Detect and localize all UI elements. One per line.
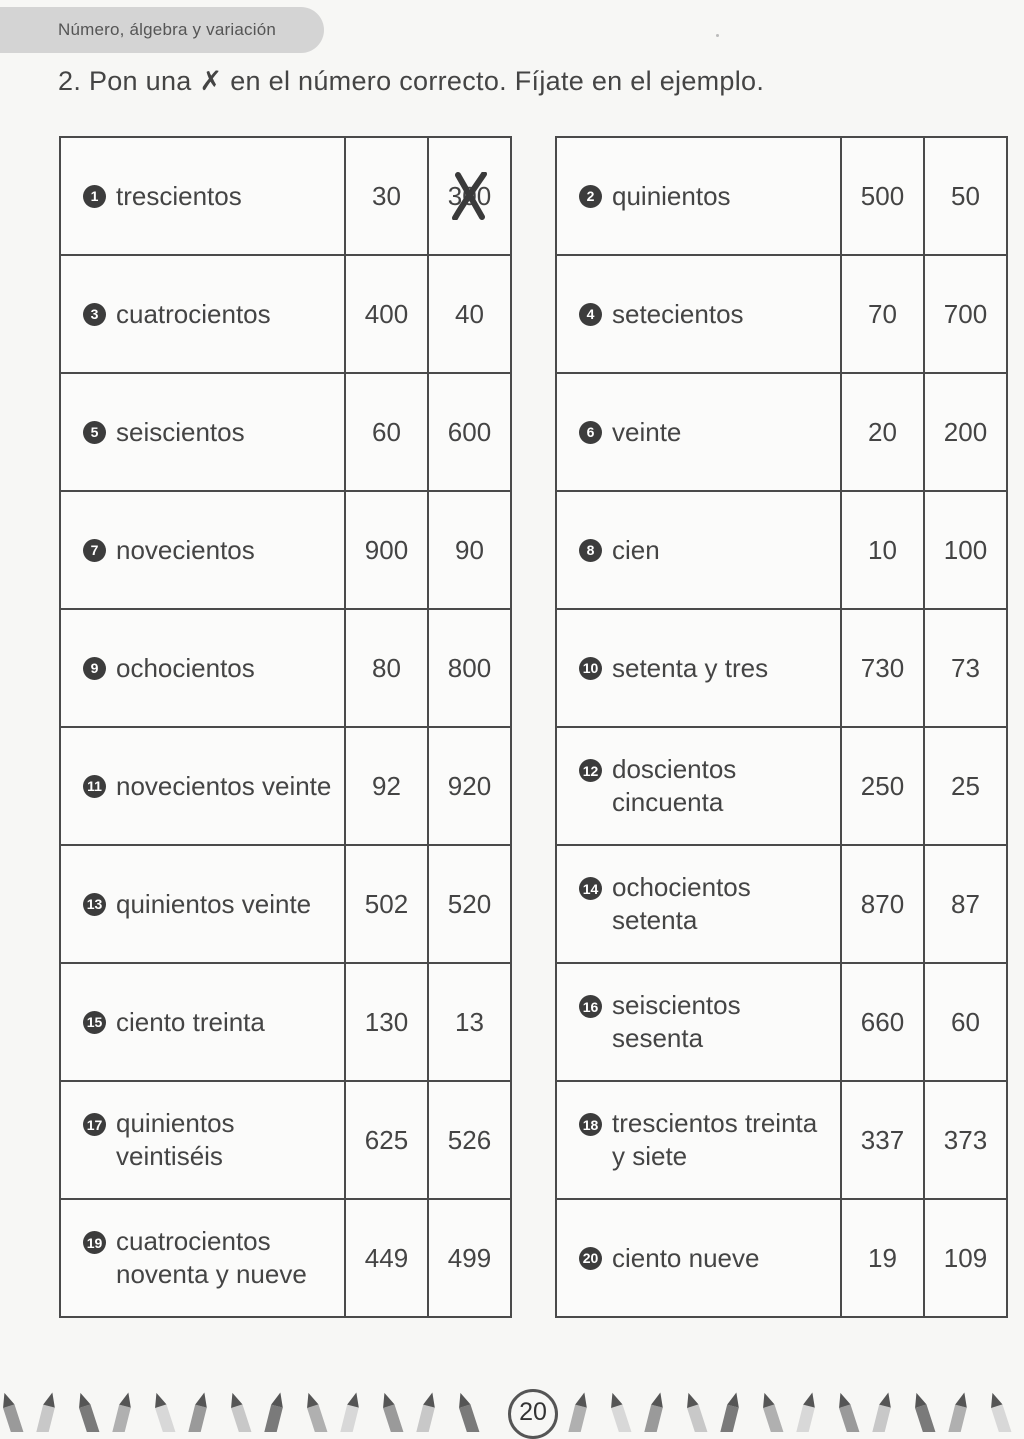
- number-option-cell[interactable]: [428, 373, 511, 491]
- pencil-icon: [835, 1391, 860, 1432]
- number-option-value: 502: [364, 888, 409, 919]
- number-option-value: 400: [364, 298, 409, 329]
- number-word-text: trescientos treinta y siete: [612, 1108, 818, 1171]
- number-option-cell[interactable]: [924, 609, 1007, 727]
- number-option-value: 250: [860, 770, 905, 801]
- number-word-label: [83, 1006, 344, 1039]
- number-word-text: setecientos: [612, 298, 744, 329]
- exercise-row: [60, 491, 511, 609]
- exercise-row: [60, 845, 511, 963]
- pencil-icon: [455, 1391, 480, 1432]
- number-option-value: 870: [860, 888, 905, 919]
- exercise-row: [556, 845, 1007, 963]
- number-word-label: [83, 1107, 344, 1173]
- number-option-cell[interactable]: [924, 845, 1007, 963]
- number-option-value: 373: [943, 1124, 988, 1155]
- number-option-cell[interactable]: [345, 963, 428, 1081]
- pencil-icon: [112, 1391, 134, 1432]
- item-number-badge: 7: [83, 539, 106, 562]
- number-word-label: [83, 180, 344, 213]
- item-number-badge: 16: [579, 995, 602, 1018]
- instruction-text-start: Pon una: [88, 66, 192, 96]
- exercise-row: [60, 137, 511, 255]
- number-option-value: 13: [455, 1006, 484, 1037]
- number-word-cell: [60, 609, 345, 727]
- number-word-text: ochocientos: [116, 652, 255, 683]
- number-option-cell[interactable]: [841, 373, 924, 491]
- exercise-instruction: [58, 66, 764, 97]
- number-option-value: 92: [372, 770, 401, 801]
- number-option-cell[interactable]: [841, 1199, 924, 1317]
- paper-speck: [716, 34, 719, 37]
- exercise-row: [60, 1081, 511, 1199]
- number-option-cell[interactable]: [345, 255, 428, 373]
- number-option-cell[interactable]: [428, 137, 511, 255]
- exercise-table-left: [59, 136, 512, 1318]
- number-option-value: 70: [868, 298, 897, 329]
- number-option-cell[interactable]: [924, 137, 1007, 255]
- number-option-value: 87: [951, 888, 980, 919]
- number-word-label: [579, 871, 840, 937]
- exercise-row: [556, 255, 1007, 373]
- number-word-text: ciento treinta: [116, 1006, 265, 1037]
- number-option-value: 520: [447, 888, 492, 919]
- number-option-value: 10: [868, 534, 897, 565]
- exercise-row: [556, 373, 1007, 491]
- pencil-icon: [416, 1391, 438, 1432]
- exercise-row: [556, 491, 1007, 609]
- pencil-icon: [0, 1391, 24, 1432]
- number-option-cell[interactable]: [841, 491, 924, 609]
- number-option-cell[interactable]: [924, 491, 1007, 609]
- number-word-text: ciento nueve: [612, 1242, 760, 1273]
- number-word-cell: [556, 963, 841, 1081]
- number-option-cell[interactable]: [428, 609, 511, 727]
- number-option-cell[interactable]: [345, 373, 428, 491]
- item-number-badge: 13: [83, 893, 106, 916]
- number-word-text: quinientos veintiséis: [116, 1108, 235, 1171]
- number-option-value: 800: [447, 652, 492, 683]
- number-option-cell[interactable]: [345, 1199, 428, 1317]
- number-word-text: cuatrocientos noventa y nueve: [116, 1226, 307, 1289]
- section-title: Número, álgebra y variación: [58, 20, 276, 39]
- number-word-cell: [60, 137, 345, 255]
- number-word-text: quinientos: [612, 180, 731, 211]
- number-word-cell: [60, 963, 345, 1081]
- pencil-icon: [151, 1391, 176, 1432]
- number-word-label: [83, 298, 344, 331]
- pencil-icon: [759, 1391, 784, 1432]
- pencil-icon: [340, 1391, 362, 1432]
- number-word-label: [83, 1225, 344, 1291]
- number-option-value: 90: [455, 534, 484, 565]
- number-option-cell[interactable]: [924, 373, 1007, 491]
- number-option-value: 109: [943, 1242, 988, 1273]
- pencil-icon: [872, 1391, 894, 1432]
- exercise-table-right: [555, 136, 1008, 1318]
- exercise-row: [556, 1081, 1007, 1199]
- exercise-row: [556, 609, 1007, 727]
- number-word-label: [579, 180, 840, 213]
- number-option-value: 30: [372, 180, 401, 211]
- number-option-value: 920: [447, 770, 492, 801]
- number-option-cell[interactable]: [924, 255, 1007, 373]
- item-number-badge: 10: [579, 657, 602, 680]
- number-option-value: 60: [372, 416, 401, 447]
- page-number: 20: [519, 1398, 547, 1426]
- number-option-value: 526: [447, 1124, 492, 1155]
- x-mark-icon: ✗: [199, 66, 223, 96]
- pencil-icon: [568, 1391, 590, 1432]
- number-option-value: 449: [364, 1242, 409, 1273]
- number-option-cell[interactable]: [345, 845, 428, 963]
- number-word-text: doscientos cincuenta: [612, 754, 737, 817]
- pencil-icon: [720, 1391, 742, 1432]
- number-word-label: [83, 534, 344, 567]
- exercise-row: [556, 727, 1007, 845]
- exercise-row: [556, 1199, 1007, 1317]
- number-option-cell[interactable]: [841, 963, 924, 1081]
- instruction-text-end: en el número correcto. Fíjate en el ejemplo.: [230, 66, 765, 96]
- number-option-cell[interactable]: [428, 1081, 511, 1199]
- number-word-label: [83, 416, 344, 449]
- pencil-icon: [644, 1391, 666, 1432]
- item-number-badge: 11: [83, 775, 106, 798]
- number-word-cell: [556, 137, 841, 255]
- pencil-icon: [987, 1391, 1012, 1432]
- pencil-icon: [303, 1391, 328, 1432]
- exercise-number: 2.: [58, 66, 82, 96]
- number-word-cell: [60, 1081, 345, 1199]
- number-word-label: [83, 770, 344, 803]
- number-word-cell: [556, 491, 841, 609]
- number-word-text: quinientos veinte: [116, 888, 312, 919]
- number-option-value: 40: [455, 298, 484, 329]
- number-word-label: [579, 989, 840, 1055]
- number-word-cell: [60, 373, 345, 491]
- number-word-text: cuatrocientos: [116, 298, 271, 329]
- number-option-cell[interactable]: [841, 255, 924, 373]
- number-option-cell[interactable]: [924, 1199, 1007, 1317]
- number-option-value: 660: [860, 1006, 905, 1037]
- number-word-cell: [60, 727, 345, 845]
- number-word-label: [579, 753, 840, 819]
- section-header-tab: [0, 7, 324, 53]
- number-option-cell[interactable]: [428, 845, 511, 963]
- number-option-value: 130: [364, 1006, 409, 1037]
- pencil-icon: [607, 1391, 632, 1432]
- exercise-row: [60, 373, 511, 491]
- number-option-cell[interactable]: [841, 609, 924, 727]
- exercise-row: [60, 255, 511, 373]
- exercise-row: [60, 963, 511, 1081]
- number-word-cell: [60, 845, 345, 963]
- number-option-value: 300: [447, 180, 492, 211]
- number-option-value: 25: [951, 770, 980, 801]
- number-option-cell[interactable]: [345, 1081, 428, 1199]
- number-word-text: veinte: [612, 416, 682, 447]
- number-option-value: 20: [868, 416, 897, 447]
- item-number-badge: 6: [579, 421, 602, 444]
- pencil-icon: [75, 1391, 100, 1432]
- number-option-cell[interactable]: [924, 963, 1007, 1081]
- number-option-value: 100: [943, 534, 988, 565]
- number-option-cell[interactable]: [345, 727, 428, 845]
- number-word-label: [579, 1107, 840, 1173]
- number-word-cell: [556, 609, 841, 727]
- number-option-cell[interactable]: [841, 1081, 924, 1199]
- number-word-text: trescientos: [116, 180, 242, 211]
- number-option-cell[interactable]: [428, 255, 511, 373]
- number-option-value: 200: [943, 416, 988, 447]
- item-number-badge: 19: [83, 1231, 106, 1254]
- number-word-text: ochocientos setenta: [612, 872, 751, 935]
- number-word-text: setenta y tres: [612, 652, 769, 683]
- number-option-cell[interactable]: [345, 491, 428, 609]
- number-option-cell[interactable]: [428, 1199, 511, 1317]
- number-word-text: seiscientos sesenta: [612, 990, 741, 1053]
- pencil-icon: [796, 1391, 818, 1432]
- pencil-icon: [264, 1391, 286, 1432]
- number-word-cell: [556, 373, 841, 491]
- number-word-label: [83, 888, 344, 921]
- number-word-cell: [556, 1199, 841, 1317]
- number-word-label: [579, 298, 840, 331]
- number-option-cell[interactable]: [841, 137, 924, 255]
- number-option-value: 900: [364, 534, 409, 565]
- item-number-badge: 20: [579, 1247, 602, 1270]
- number-option-value: 80: [372, 652, 401, 683]
- item-number-badge: 2: [579, 185, 602, 208]
- number-option-value: 700: [943, 298, 988, 329]
- exercise-row: [60, 609, 511, 727]
- number-option-value: 19: [868, 1242, 897, 1273]
- pencil-icon: [36, 1391, 58, 1432]
- number-word-label: [83, 652, 344, 685]
- number-word-cell: [60, 255, 345, 373]
- exercise-row: [556, 137, 1007, 255]
- item-number-badge: 18: [579, 1113, 602, 1136]
- number-word-text: novecientos veinte: [116, 770, 332, 801]
- number-option-value: 600: [447, 416, 492, 447]
- number-option-cell[interactable]: [345, 137, 428, 255]
- number-option-value: 73: [951, 652, 980, 683]
- number-option-value: 500: [860, 180, 905, 211]
- number-word-label: [579, 416, 840, 449]
- number-option-cell[interactable]: [841, 727, 924, 845]
- number-option-value: 730: [860, 652, 905, 683]
- number-word-cell: [556, 1081, 841, 1199]
- number-word-cell: [60, 491, 345, 609]
- number-option-cell[interactable]: [841, 845, 924, 963]
- number-option-cell[interactable]: [924, 1081, 1007, 1199]
- number-option-value: 625: [364, 1124, 409, 1155]
- item-number-badge: 1: [83, 185, 106, 208]
- number-option-cell[interactable]: [345, 609, 428, 727]
- number-option-value: 337: [860, 1124, 905, 1155]
- number-option-value: 50: [951, 180, 980, 211]
- item-number-badge: 3: [83, 303, 106, 326]
- item-number-badge: 8: [579, 539, 602, 562]
- number-word-label: [579, 534, 840, 567]
- number-word-text: cien: [612, 534, 660, 565]
- number-word-cell: [556, 727, 841, 845]
- number-option-cell[interactable]: [924, 727, 1007, 845]
- pencil-icon: [379, 1391, 404, 1432]
- number-option-value: 499: [447, 1242, 492, 1273]
- number-word-cell: [556, 845, 841, 963]
- number-word-label: [579, 1242, 840, 1275]
- number-option-value: 60: [951, 1006, 980, 1037]
- number-option-cell[interactable]: [428, 491, 511, 609]
- exercise-row: [60, 1199, 511, 1317]
- item-number-badge: 12: [579, 759, 602, 782]
- item-number-badge: 5: [83, 421, 106, 444]
- item-number-badge: 4: [579, 303, 602, 326]
- number-word-label: [579, 652, 840, 685]
- item-number-badge: 17: [83, 1113, 106, 1136]
- item-number-badge: 9: [83, 657, 106, 680]
- number-option-cell[interactable]: [428, 963, 511, 1081]
- number-word-text: novecientos: [116, 534, 255, 565]
- number-option-cell[interactable]: [428, 727, 511, 845]
- number-word-cell: [556, 255, 841, 373]
- pencil-icon: [948, 1391, 970, 1432]
- number-word-text: seiscientos: [116, 416, 245, 447]
- item-number-badge: 15: [83, 1011, 106, 1034]
- pencil-icon: [911, 1391, 936, 1432]
- pencil-icon: [227, 1391, 252, 1432]
- item-number-badge: 14: [579, 877, 602, 900]
- pencil-icon: [683, 1391, 708, 1432]
- pencil-icon: [188, 1391, 210, 1432]
- exercise-row: [556, 963, 1007, 1081]
- exercise-row: [60, 727, 511, 845]
- number-word-cell: [60, 1199, 345, 1317]
